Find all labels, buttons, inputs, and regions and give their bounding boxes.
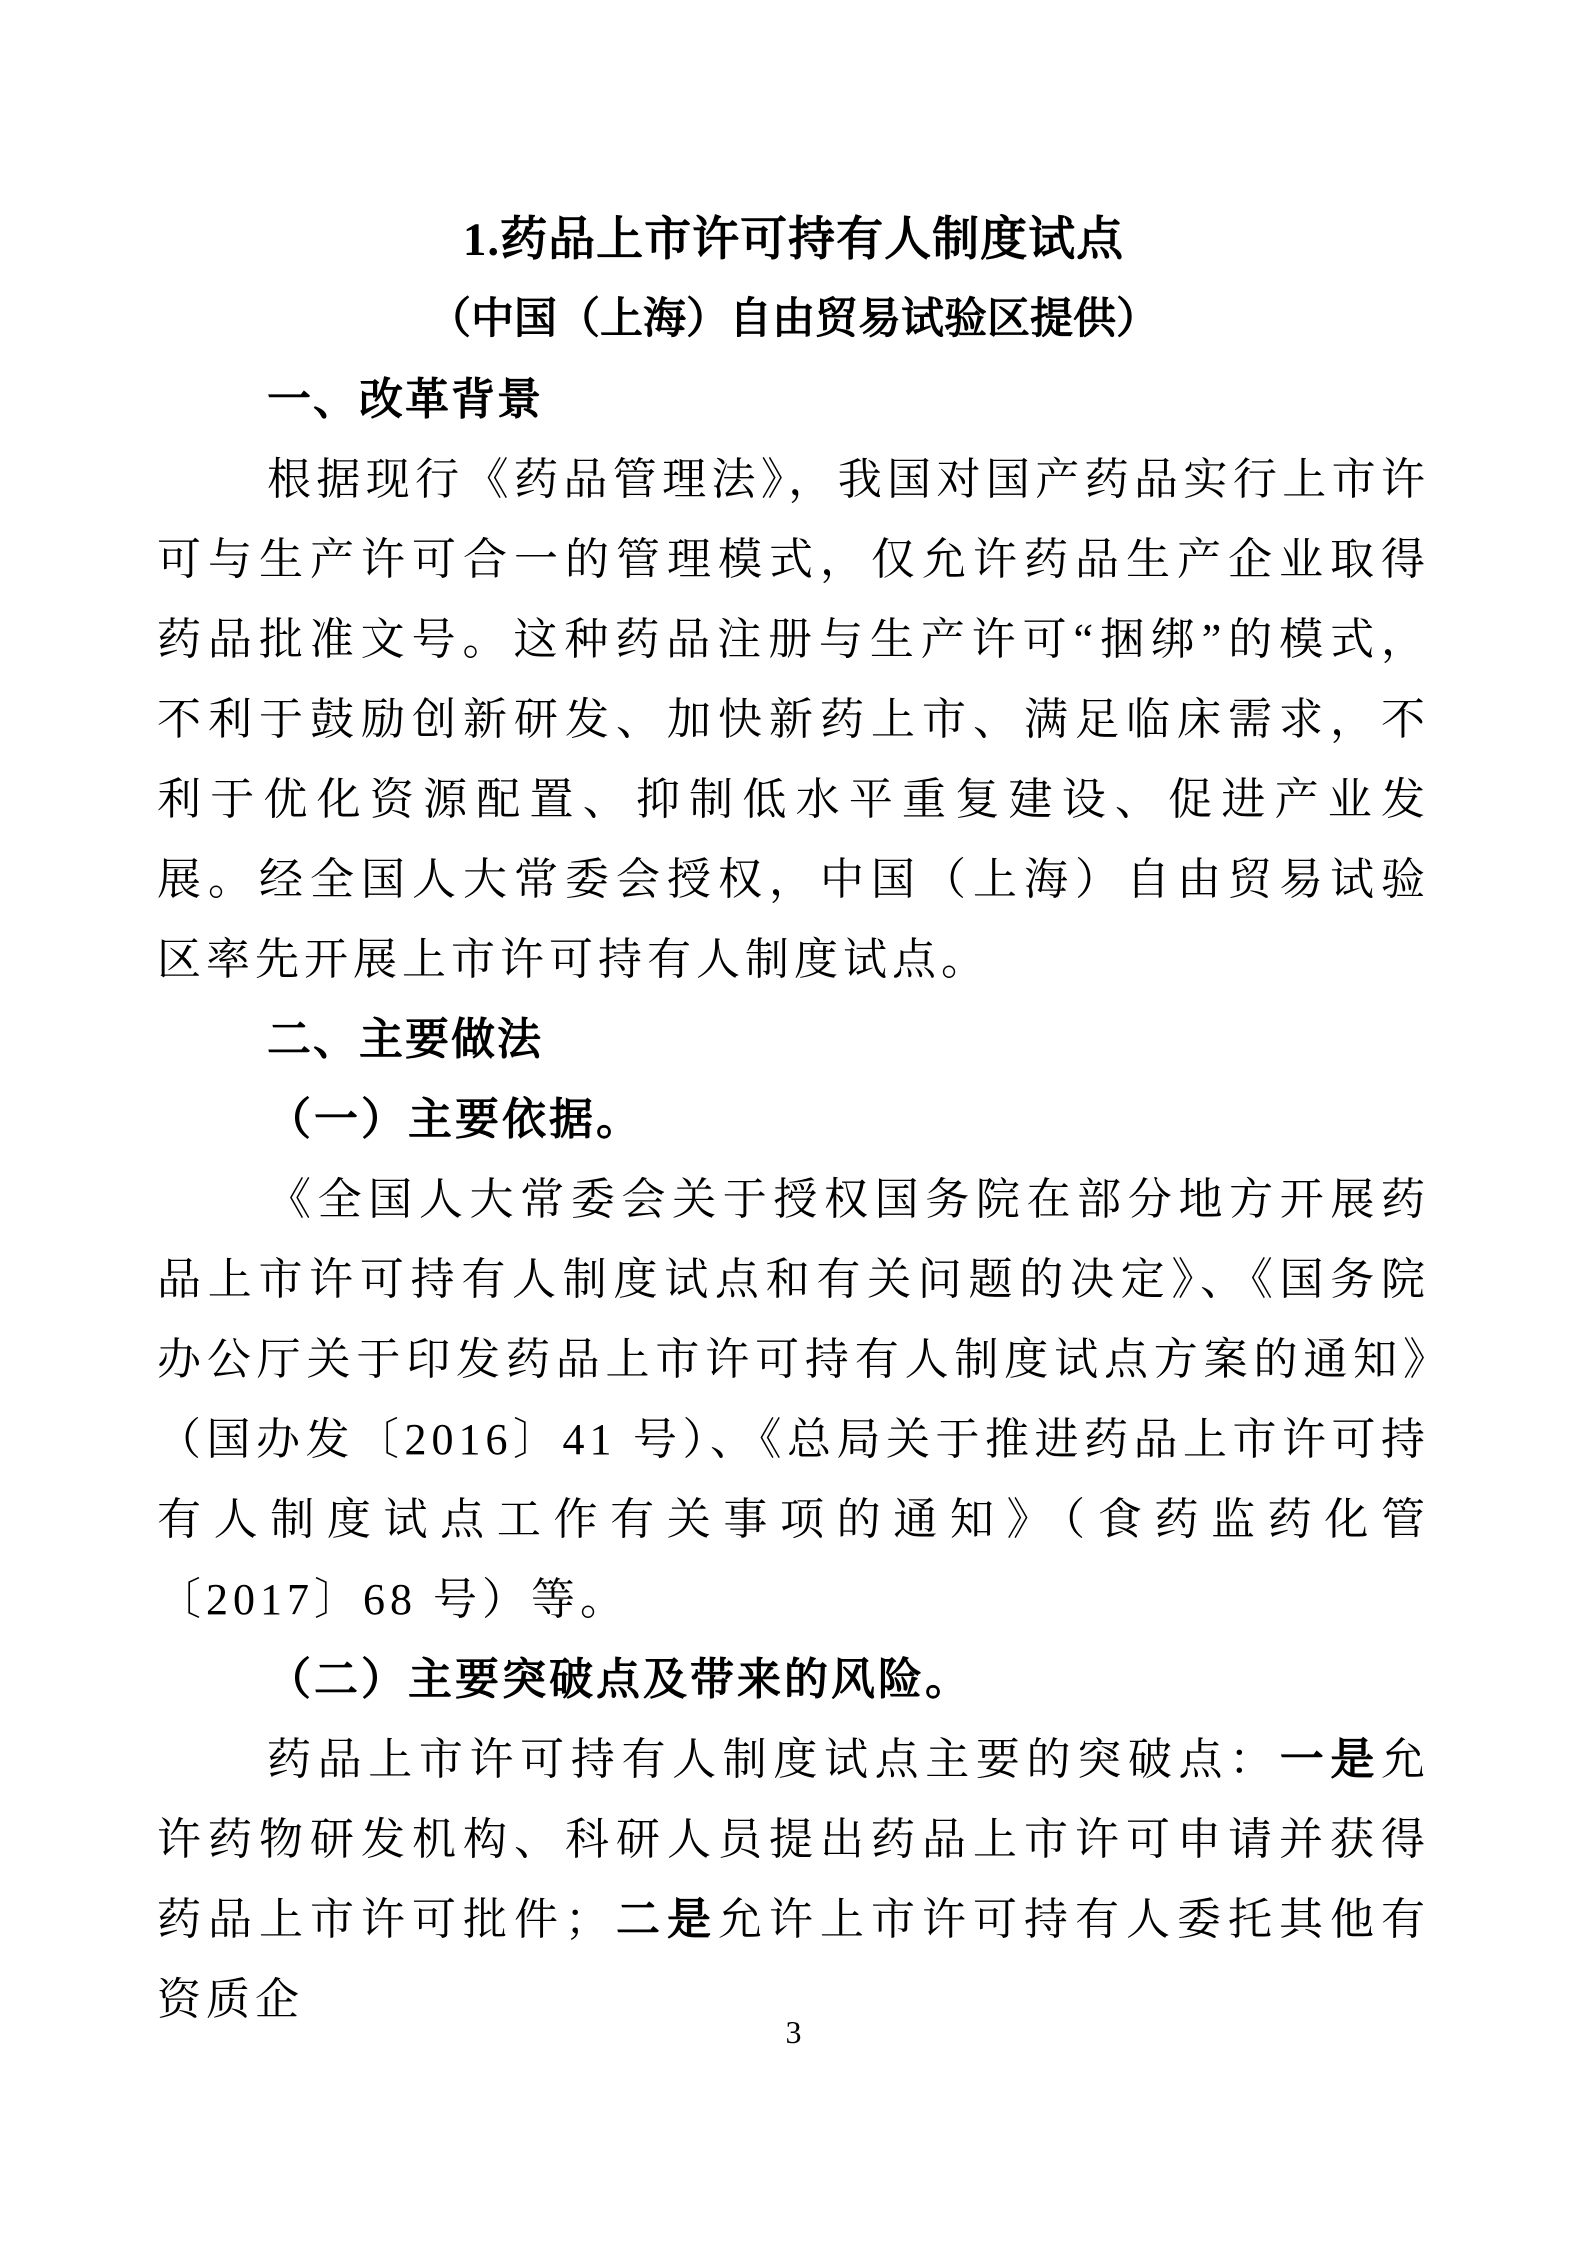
page-number: 3 <box>785 2014 802 2050</box>
document-subtitle: （中国（上海）自由贸易试验区提供） <box>428 296 1159 343</box>
text-run: 药品上市许可持有人制度试点主要的突破点： <box>267 1735 1280 1784</box>
subsection-heading-main-basis: （一）主要依据。 <box>267 1095 643 1144</box>
document-title: 1.药品上市许可持有人制度试点 <box>462 214 1125 266</box>
paragraph-breakthroughs-and-risks <box>157 1720 1430 2040</box>
text-run: 允许上市许可持有人委托其他有资质企 <box>157 1895 1430 2024</box>
emphasis-run: 二是 <box>614 1895 718 1944</box>
section-heading-reform-background: 一、改革背景 <box>267 375 543 424</box>
paragraph-reform-background: 根据现行《药品管理法》，我国对国产药品实行上市许可与生产许可合一的管理模式，仅允许药品生产企业取得药品批准文号。这种药品注册与生产许可“捆绑”的模式，不利于鼓励创新研发、加快新药上市、满足临床需求，不利于优化资源配置、抑制低水平重复建设、促进产业发展。经全国人大常委会授权，中国（上海）自由贸易试验区率先开展上市许可持有人制度试点。 <box>157 455 1430 984</box>
emphasis-run: 一是 <box>1279 1735 1382 1784</box>
paragraph-main-basis: 《全国人大常委会关于授权国务院在部分地方开展药品上市许可持有人制度试点和有关问题的决定》、《国务院办公厅关于印发药品上市许可持有人制度试点方案的通知》（国办发〔2016〕41 号）、《总局关于推进药品上市许可持有人制度试点工作有关事项的通知》（食药监药化管〔2017〕68 号）等。 <box>157 1175 1430 1624</box>
text-run: 允许药物研发机构、科研人员提出药品上市许可申请并获得药品上市许可批件； <box>157 1735 1431 1944</box>
section-heading-main-practices: 二、主要做法 <box>267 1015 543 1064</box>
subsection-heading-breakthroughs-and-risks: （二）主要突破点及带来的风险。 <box>267 1655 972 1704</box>
